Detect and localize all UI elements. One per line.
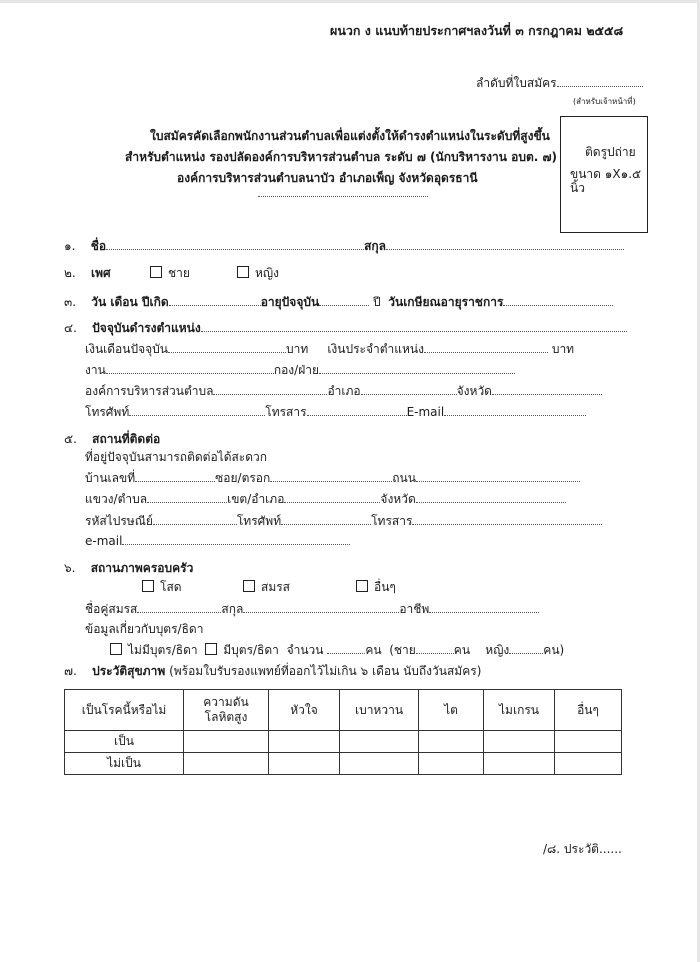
section-2: ๒. เพศ <box>64 266 111 280</box>
health-cell[interactable] <box>484 753 555 775</box>
sons-count-field[interactable] <box>416 642 454 654</box>
no-children-checkbox[interactable] <box>110 643 122 655</box>
application-number: ลำดับที่ใบสมัคร <box>476 75 643 90</box>
gender-male[interactable]: ชาย <box>150 266 190 280</box>
health-cell[interactable] <box>419 731 484 753</box>
photo-size: ขนาด ๑X๑.๕ <box>570 167 642 181</box>
health-cell[interactable] <box>555 753 622 775</box>
org-field[interactable] <box>213 383 327 395</box>
health-cell[interactable] <box>184 731 269 753</box>
staff-note: (สำหรับเจ้าหน้าที่) <box>573 97 636 106</box>
org-row: องค์การบริหารส่วนตำบล อำเภอ จังหวัด <box>85 383 602 398</box>
health-header-diabetes: เบาหวาน <box>340 690 419 731</box>
married-checkbox[interactable] <box>243 580 255 592</box>
health-table <box>64 689 622 775</box>
contact-row: โทรศัพท์ โทรสาร E-mail <box>85 404 586 419</box>
spouse-name-field[interactable] <box>137 601 221 613</box>
subdistrict-field[interactable] <box>147 491 227 503</box>
health-header-heart: หัวใจ <box>269 690 340 731</box>
address-row-2: แขวง/ตำบล เขต/อำเภอ จังหวัด <box>85 491 566 506</box>
address-row-1: บ้านเลขที่ ซอย/ตรอก ถนน <box>85 470 580 485</box>
has-children-checkbox[interactable] <box>205 643 217 655</box>
retirement-field[interactable] <box>503 294 613 306</box>
health-cell[interactable] <box>419 753 484 775</box>
title-underline <box>258 186 428 197</box>
email-field[interactable] <box>444 404 586 416</box>
salary-field[interactable] <box>168 341 286 353</box>
other-status-checkbox[interactable] <box>356 580 368 592</box>
health-cell[interactable] <box>340 753 419 775</box>
position-field[interactable] <box>201 320 627 332</box>
health-row-no: ไม่เป็น <box>65 753 184 775</box>
address-fax-field[interactable] <box>412 513 602 525</box>
name-field[interactable] <box>106 238 364 250</box>
scan-edge <box>0 0 700 3</box>
spouse-occupation-field[interactable] <box>429 601 539 613</box>
section-7: ๗. ประวัติสุขภาพ (พร้อมใบรับรองแพทย์ที่ออกไว้ไม่เกิน ๖ เดือน นับถึงวันสมัคร) <box>64 664 482 678</box>
photo-unit: นิ้ว <box>570 181 585 195</box>
section-5: ๕. สถานที่ติดต่อ <box>64 432 161 446</box>
health-cell[interactable] <box>184 753 269 775</box>
title-line-2: สำหรับตำแหน่ง รองปลัดองค์การบริหารส่วนตำบล ระดับ ๗ (นักบริหารงาน อบต. ๗) <box>125 150 557 164</box>
health-cell[interactable] <box>340 731 419 753</box>
phone-field[interactable] <box>129 404 265 416</box>
gender-female[interactable]: หญิง <box>237 266 279 280</box>
health-header-disease: เป็นโรคนี้หรือไม่ <box>65 690 184 731</box>
district-field[interactable] <box>361 383 457 395</box>
address-email-field[interactable] <box>122 533 350 545</box>
age-field[interactable] <box>319 294 369 306</box>
health-header-kidney: ไต <box>419 690 484 731</box>
province-field[interactable] <box>492 383 602 395</box>
photo-label: ติดรูปถ่าย <box>585 145 636 159</box>
status-single[interactable]: โสด <box>142 580 182 594</box>
health-cell[interactable] <box>484 731 555 753</box>
health-header-hypertension: ความดัน โลหิตสูง <box>184 690 269 731</box>
road-field[interactable] <box>416 470 580 482</box>
title-line-1: ใบสมัครคัดเลือกพนักงานส่วนตำบลเพื่อแต่งตั้งให้ดำรงตำแหน่งในระดับที่สูงขึ้น <box>150 129 550 143</box>
children-info-label: ข้อมูลเกี่ยวกับบุตร/ธิดา <box>85 622 204 636</box>
children-count-field[interactable] <box>327 642 365 654</box>
address-row-4: e-mail <box>85 533 350 548</box>
title-line-3: องค์การบริหารส่วนตำบลนาบัว อำเภอเพ็ญ จังหวัดอุดรธานี <box>177 171 478 185</box>
section-6: ๖. สถานภาพครอบครัว <box>64 561 194 575</box>
daughters-count-field[interactable] <box>509 642 543 654</box>
annex-label: ผนวก ง แนบท้ายประกาศฯลงวันที่ ๓ กรกฎาคม ๒๕๕๘ <box>330 23 624 38</box>
birthdate-field[interactable] <box>169 294 261 306</box>
spouse-row: ชื่อคู่สมรส สกุล อาชีพ <box>85 601 539 616</box>
section-4: ๔. ปัจจุบันดำรงตำแหน่ง <box>64 320 627 335</box>
photo-box <box>560 116 648 233</box>
health-header-other: อื่นๆ <box>555 690 622 731</box>
postcode-field[interactable] <box>153 513 237 525</box>
work-field[interactable] <box>106 362 274 374</box>
single-checkbox[interactable] <box>142 580 154 592</box>
application-number-line <box>557 75 643 87</box>
children-row: ไม่มีบุตร/ธิดา มีบุตร/ธิดา จำนวน คน (ชาย คน หญิง คน) <box>110 642 564 657</box>
health-cell[interactable] <box>269 731 340 753</box>
male-checkbox[interactable] <box>150 266 162 278</box>
section-3: ๓. วัน เดือน ปีเกิด อายุปัจจุบัน ปี วันเกษียณอายุราชการ <box>64 294 613 309</box>
health-cell[interactable] <box>269 753 340 775</box>
health-row-yes: เป็น <box>65 731 184 753</box>
status-married[interactable]: สมรส <box>243 580 290 594</box>
health-cell[interactable] <box>555 731 622 753</box>
fax-field[interactable] <box>307 404 407 416</box>
division-field[interactable] <box>319 362 515 374</box>
address-phone-field[interactable] <box>281 513 371 525</box>
address-district-field[interactable] <box>284 491 380 503</box>
house-number-field[interactable] <box>135 470 215 482</box>
soi-field[interactable] <box>270 470 392 482</box>
surname-field[interactable] <box>386 238 624 250</box>
address-province-field[interactable] <box>416 491 566 503</box>
section-1: ๑. ชื่อ สกุล <box>64 238 624 253</box>
status-other[interactable]: อื่นๆ <box>356 580 396 594</box>
work-row: งาน กอง/ฝ่าย <box>85 362 515 377</box>
continued-footer: /๘. ประวัติ...... <box>543 842 622 856</box>
address-row-3: รหัสไปรษณีย์ โทรศัพท์ โทรสาร <box>85 513 602 528</box>
salary-row: เงินเดือนปัจจุบัน บาท เงินประจำตำแหน่ง บาท <box>85 342 575 356</box>
address-intro: ที่อยู่ปัจจุบันสามารถติดต่อได้สะดวก <box>85 450 268 464</box>
position-allowance-field[interactable] <box>424 341 548 353</box>
health-header-migraine: ไมเกรน <box>484 690 555 731</box>
spouse-surname-field[interactable] <box>243 601 399 613</box>
female-checkbox[interactable] <box>237 266 249 278</box>
